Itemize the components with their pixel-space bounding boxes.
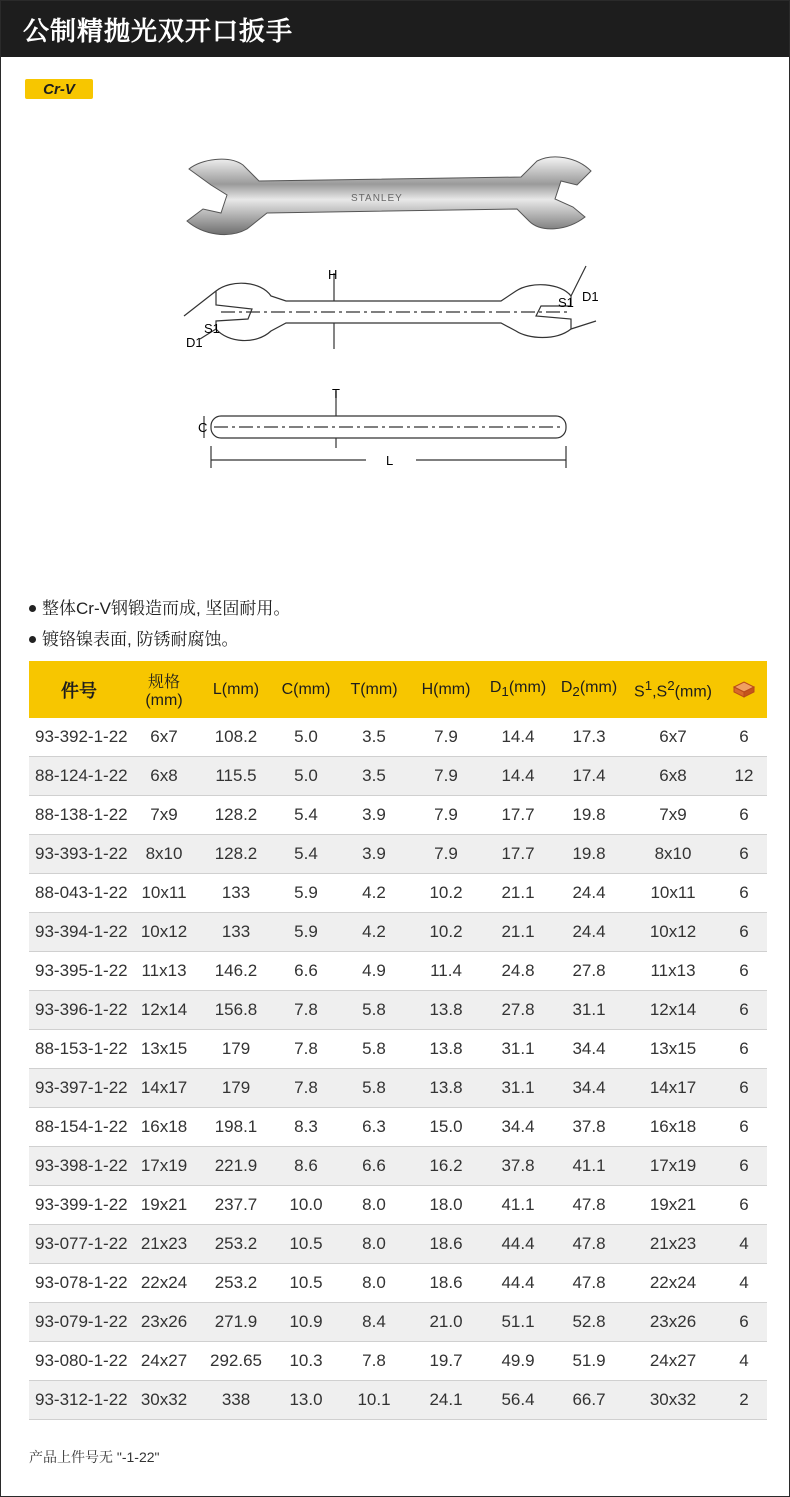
cell-height: 7.9 [409, 757, 483, 796]
spec-table [29, 661, 767, 1420]
col-header-s [625, 661, 721, 718]
cell-d2: 27.8 [553, 952, 625, 991]
cell-height: 7.9 [409, 835, 483, 874]
cell-length: 179 [199, 1069, 273, 1108]
cell-height: 7.9 [409, 718, 483, 757]
table-row [29, 1069, 767, 1108]
dim-d1-right-label: D1 [582, 289, 599, 304]
cell-pack-qty: 6 [721, 991, 767, 1030]
table-row [29, 874, 767, 913]
cell-d2: 19.8 [553, 796, 625, 835]
cell-length: 128.2 [199, 835, 273, 874]
cell-d2: 41.1 [553, 1147, 625, 1186]
dim-l-label: L [386, 453, 394, 468]
cell-pack-qty: 6 [721, 1303, 767, 1342]
cell-part-number: 88-043-1-22 [29, 874, 129, 913]
table-row [29, 757, 767, 796]
cell-d1: 17.7 [483, 835, 553, 874]
cell-length: 146.2 [199, 952, 273, 991]
cell-d1: 51.1 [483, 1303, 553, 1342]
material-badge [25, 79, 93, 99]
cell-d1: 41.1 [483, 1186, 553, 1225]
cell-d2: 19.8 [553, 835, 625, 874]
cell-pack-qty: 6 [721, 1069, 767, 1108]
cell-thickness-t: 3.9 [339, 835, 409, 874]
col-header-code: 件号 [29, 661, 129, 718]
cell-thickness-c: 5.0 [273, 718, 339, 757]
cell-thickness-c: 5.9 [273, 874, 339, 913]
cell-d2: 52.8 [553, 1303, 625, 1342]
cell-part-number: 93-399-1-22 [29, 1186, 129, 1225]
dim-s1-right-label: S1 [558, 295, 574, 310]
cell-pack-qty: 12 [721, 757, 767, 796]
cell-d2: 17.3 [553, 718, 625, 757]
cell-d1: 34.4 [483, 1108, 553, 1147]
cell-s1-s2: 12x14 [625, 991, 721, 1030]
d1-sub: 1 [501, 684, 509, 700]
table-row [29, 1030, 767, 1069]
d2-letter: D [560, 679, 573, 697]
cell-pack-qty: 6 [721, 1108, 767, 1147]
table-row [29, 952, 767, 991]
feature-text: 整体Cr-V钢锻造而成, 坚固耐用。 [42, 599, 291, 618]
cell-height: 24.1 [409, 1381, 483, 1420]
cell-thickness-c: 10.9 [273, 1303, 339, 1342]
cell-d1: 49.9 [483, 1342, 553, 1381]
cell-height: 18.0 [409, 1186, 483, 1225]
cell-pack-qty: 6 [721, 1030, 767, 1069]
feature-text: 镀铬镍表面, 防锈耐腐蚀。 [42, 630, 239, 649]
col-header-d1 [483, 661, 553, 718]
cell-part-number: 93-397-1-22 [29, 1069, 129, 1108]
cell-length: 198.1 [199, 1108, 273, 1147]
cell-s1-s2: 10x12 [625, 913, 721, 952]
cell-s1-s2: 14x17 [625, 1069, 721, 1108]
cell-part-number: 93-395-1-22 [29, 952, 129, 991]
cell-pack-qty: 6 [721, 718, 767, 757]
s2-sup: 2 [667, 677, 675, 693]
dim-s1-left-label: S1 [204, 321, 220, 336]
cell-thickness-t: 3.9 [339, 796, 409, 835]
cell-height: 18.6 [409, 1264, 483, 1303]
cell-height: 10.2 [409, 913, 483, 952]
col-header-spec [129, 661, 199, 718]
cell-d1: 17.7 [483, 796, 553, 835]
cell-size: 19x21 [129, 1186, 199, 1225]
table-row [29, 913, 767, 952]
cell-size: 10x11 [129, 874, 199, 913]
cell-s1-s2: 24x27 [625, 1342, 721, 1381]
cell-d1: 31.1 [483, 1069, 553, 1108]
cell-part-number: 93-077-1-22 [29, 1225, 129, 1264]
cell-thickness-c: 5.0 [273, 757, 339, 796]
cell-size: 21x23 [129, 1225, 199, 1264]
cell-thickness-c: 8.6 [273, 1147, 339, 1186]
footnote: 产品上件号无 "-1-22" [29, 1449, 160, 1465]
page-title-bar [1, 1, 789, 57]
bullet-icon [29, 605, 36, 612]
cell-length: 271.9 [199, 1303, 273, 1342]
d2-sub: 2 [572, 684, 580, 700]
col-header-spec-line2: (mm) [145, 692, 183, 709]
cell-s1-s2: 8x10 [625, 835, 721, 874]
cell-size: 14x17 [129, 1069, 199, 1108]
cell-d2: 31.1 [553, 991, 625, 1030]
cell-pack-qty: 2 [721, 1381, 767, 1420]
dim-h-label: H [328, 267, 338, 282]
cell-part-number: 88-154-1-22 [29, 1108, 129, 1147]
cell-length: 221.9 [199, 1147, 273, 1186]
table-row [29, 1186, 767, 1225]
cell-d1: 31.1 [483, 1030, 553, 1069]
bullet-icon [29, 636, 36, 643]
cell-part-number: 93-393-1-22 [29, 835, 129, 874]
cell-d2: 24.4 [553, 913, 625, 952]
cell-d1: 21.1 [483, 874, 553, 913]
cell-s1-s2: 16x18 [625, 1108, 721, 1147]
cell-thickness-t: 5.8 [339, 1069, 409, 1108]
cell-s1-s2: 6x8 [625, 757, 721, 796]
cell-thickness-c: 10.5 [273, 1225, 339, 1264]
cell-s1-s2: 30x32 [625, 1381, 721, 1420]
cell-size: 24x27 [129, 1342, 199, 1381]
table-row [29, 1108, 767, 1147]
cell-size: 17x19 [129, 1147, 199, 1186]
table-row [29, 796, 767, 835]
table-row [29, 1303, 767, 1342]
cell-part-number: 88-124-1-22 [29, 757, 129, 796]
cell-s1-s2: 21x23 [625, 1225, 721, 1264]
cell-pack-qty: 6 [721, 796, 767, 835]
cell-size: 6x7 [129, 718, 199, 757]
cell-size: 10x12 [129, 913, 199, 952]
cell-pack-qty: 4 [721, 1342, 767, 1381]
table-row [29, 1225, 767, 1264]
table-row [29, 1147, 767, 1186]
cell-s1-s2: 10x11 [625, 874, 721, 913]
cell-height: 13.8 [409, 991, 483, 1030]
cell-thickness-c: 7.8 [273, 991, 339, 1030]
cell-pack-qty: 6 [721, 874, 767, 913]
cell-size: 22x24 [129, 1264, 199, 1303]
cell-thickness-c: 8.3 [273, 1108, 339, 1147]
cell-thickness-t: 7.8 [339, 1342, 409, 1381]
cell-s1-s2: 19x21 [625, 1186, 721, 1225]
page-title: 公制精抛光双开口扳手 [23, 15, 294, 46]
cell-size: 16x18 [129, 1108, 199, 1147]
cell-s1-s2: 17x19 [625, 1147, 721, 1186]
feature-item [29, 593, 290, 624]
cell-d1: 21.1 [483, 913, 553, 952]
cell-height: 19.7 [409, 1342, 483, 1381]
col-header-pack [721, 661, 767, 718]
cell-height: 13.8 [409, 1069, 483, 1108]
cell-length: 237.7 [199, 1186, 273, 1225]
cell-d2: 17.4 [553, 757, 625, 796]
cell-pack-qty: 4 [721, 1264, 767, 1303]
cell-d2: 47.8 [553, 1225, 625, 1264]
cell-thickness-c: 5.4 [273, 796, 339, 835]
cell-thickness-c: 10.0 [273, 1186, 339, 1225]
cell-thickness-t: 4.2 [339, 874, 409, 913]
cell-size: 11x13 [129, 952, 199, 991]
col-header-l: L(mm) [199, 661, 273, 718]
d1-unit: (mm) [508, 679, 547, 697]
cell-thickness-t: 6.3 [339, 1108, 409, 1147]
cell-d1: 24.8 [483, 952, 553, 991]
cell-size: 12x14 [129, 991, 199, 1030]
cell-thickness-t: 5.8 [339, 991, 409, 1030]
cell-part-number: 93-392-1-22 [29, 718, 129, 757]
cell-s1-s2: 22x24 [625, 1264, 721, 1303]
cell-height: 7.9 [409, 796, 483, 835]
col-header-c: C(mm) [273, 661, 339, 718]
cell-d2: 24.4 [553, 874, 625, 913]
cell-thickness-c: 7.8 [273, 1069, 339, 1108]
table-row [29, 835, 767, 874]
cell-length: 156.8 [199, 991, 273, 1030]
cell-height: 16.2 [409, 1147, 483, 1186]
cell-s1-s2: 23x26 [625, 1303, 721, 1342]
d1-letter: D [489, 679, 502, 697]
s-unit: (mm) [674, 683, 712, 701]
cell-thickness-t: 3.5 [339, 757, 409, 796]
cell-d2: 51.9 [553, 1342, 625, 1381]
cell-length: 128.2 [199, 796, 273, 835]
cell-height: 10.2 [409, 874, 483, 913]
cell-part-number: 93-398-1-22 [29, 1147, 129, 1186]
cell-length: 133 [199, 913, 273, 952]
cell-d2: 34.4 [553, 1030, 625, 1069]
col-header-spec-line1: 规格 [147, 674, 180, 691]
cell-length: 108.2 [199, 718, 273, 757]
cell-pack-qty: 6 [721, 913, 767, 952]
cell-size: 30x32 [129, 1381, 199, 1420]
col-header-h: H(mm) [409, 661, 483, 718]
cell-thickness-c: 5.4 [273, 835, 339, 874]
cell-s1-s2: 7x9 [625, 796, 721, 835]
cell-thickness-t: 8.0 [339, 1264, 409, 1303]
material-badge-label: Cr-V [43, 80, 75, 98]
cell-size: 8x10 [129, 835, 199, 874]
cell-d1: 44.4 [483, 1225, 553, 1264]
cell-height: 21.0 [409, 1303, 483, 1342]
spec-table-body [29, 718, 767, 1420]
cell-thickness-t: 4.2 [339, 913, 409, 952]
wrench-side-diagram [186, 386, 586, 481]
table-row [29, 718, 767, 757]
cell-height: 15.0 [409, 1108, 483, 1147]
s-letter: S [634, 683, 645, 701]
cell-size: 13x15 [129, 1030, 199, 1069]
cell-s1-s2: 6x7 [625, 718, 721, 757]
cell-length: 292.65 [199, 1342, 273, 1381]
cell-part-number: 93-079-1-22 [29, 1303, 129, 1342]
table-row [29, 991, 767, 1030]
cell-d2: 47.8 [553, 1186, 625, 1225]
wrench-photo [181, 151, 601, 241]
cell-size: 7x9 [129, 796, 199, 835]
cell-thickness-c: 13.0 [273, 1381, 339, 1420]
cell-part-number: 93-312-1-22 [29, 1381, 129, 1420]
cell-thickness-c: 10.5 [273, 1264, 339, 1303]
cell-length: 179 [199, 1030, 273, 1069]
cell-part-number: 88-138-1-22 [29, 796, 129, 835]
cell-thickness-t: 8.0 [339, 1186, 409, 1225]
cell-s1-s2: 11x13 [625, 952, 721, 991]
dim-c-label: C [198, 420, 208, 435]
cell-thickness-c: 7.8 [273, 1030, 339, 1069]
cell-thickness-t: 10.1 [339, 1381, 409, 1420]
cell-s1-s2: 13x15 [625, 1030, 721, 1069]
cell-height: 18.6 [409, 1225, 483, 1264]
cell-length: 115.5 [199, 757, 273, 796]
cell-height: 13.8 [409, 1030, 483, 1069]
cell-pack-qty: 6 [721, 835, 767, 874]
table-row [29, 1342, 767, 1381]
cell-thickness-c: 6.6 [273, 952, 339, 991]
cell-thickness-c: 10.3 [273, 1342, 339, 1381]
cell-length: 253.2 [199, 1264, 273, 1303]
cell-part-number: 88-153-1-22 [29, 1030, 129, 1069]
cell-size: 6x8 [129, 757, 199, 796]
cell-pack-qty: 6 [721, 952, 767, 991]
cell-part-number: 93-394-1-22 [29, 913, 129, 952]
cell-length: 338 [199, 1381, 273, 1420]
s1-sup: 1 [644, 677, 653, 693]
box-icon [732, 680, 756, 698]
wrench-brand-text: STANLEY [351, 193, 403, 204]
cell-d1: 37.8 [483, 1147, 553, 1186]
cell-pack-qty: 6 [721, 1186, 767, 1225]
cell-d1: 44.4 [483, 1264, 553, 1303]
dim-d1-left-label: D1 [186, 335, 203, 350]
cell-pack-qty: 6 [721, 1147, 767, 1186]
cell-length: 133 [199, 874, 273, 913]
cell-d1: 56.4 [483, 1381, 553, 1420]
feature-list [29, 593, 290, 655]
table-row [29, 1264, 767, 1303]
col-header-d2 [553, 661, 625, 718]
cell-length: 253.2 [199, 1225, 273, 1264]
cell-thickness-t: 6.6 [339, 1147, 409, 1186]
feature-item [29, 624, 290, 655]
cell-d1: 14.4 [483, 718, 553, 757]
cell-height: 11.4 [409, 952, 483, 991]
cell-d2: 37.8 [553, 1108, 625, 1147]
cell-thickness-t: 8.4 [339, 1303, 409, 1342]
cell-d2: 47.8 [553, 1264, 625, 1303]
cell-thickness-t: 5.8 [339, 1030, 409, 1069]
cell-d2: 34.4 [553, 1069, 625, 1108]
cell-part-number: 93-080-1-22 [29, 1342, 129, 1381]
cell-part-number: 93-078-1-22 [29, 1264, 129, 1303]
col-header-t: T(mm) [339, 661, 409, 718]
cell-part-number: 93-396-1-22 [29, 991, 129, 1030]
cell-size: 23x26 [129, 1303, 199, 1342]
cell-pack-qty: 4 [721, 1225, 767, 1264]
wrench-top-diagram [176, 261, 616, 381]
cell-d1: 14.4 [483, 757, 553, 796]
cell-thickness-t: 8.0 [339, 1225, 409, 1264]
spec-table-header-row [29, 661, 767, 718]
table-row [29, 1381, 767, 1420]
cell-thickness-c: 5.9 [273, 913, 339, 952]
cell-thickness-t: 3.5 [339, 718, 409, 757]
cell-d1: 27.8 [483, 991, 553, 1030]
cell-thickness-t: 4.9 [339, 952, 409, 991]
dim-t-label: T [332, 386, 340, 401]
d2-unit: (mm) [579, 679, 618, 697]
s-mid: ,S [652, 683, 668, 701]
cell-d2: 66.7 [553, 1381, 625, 1420]
